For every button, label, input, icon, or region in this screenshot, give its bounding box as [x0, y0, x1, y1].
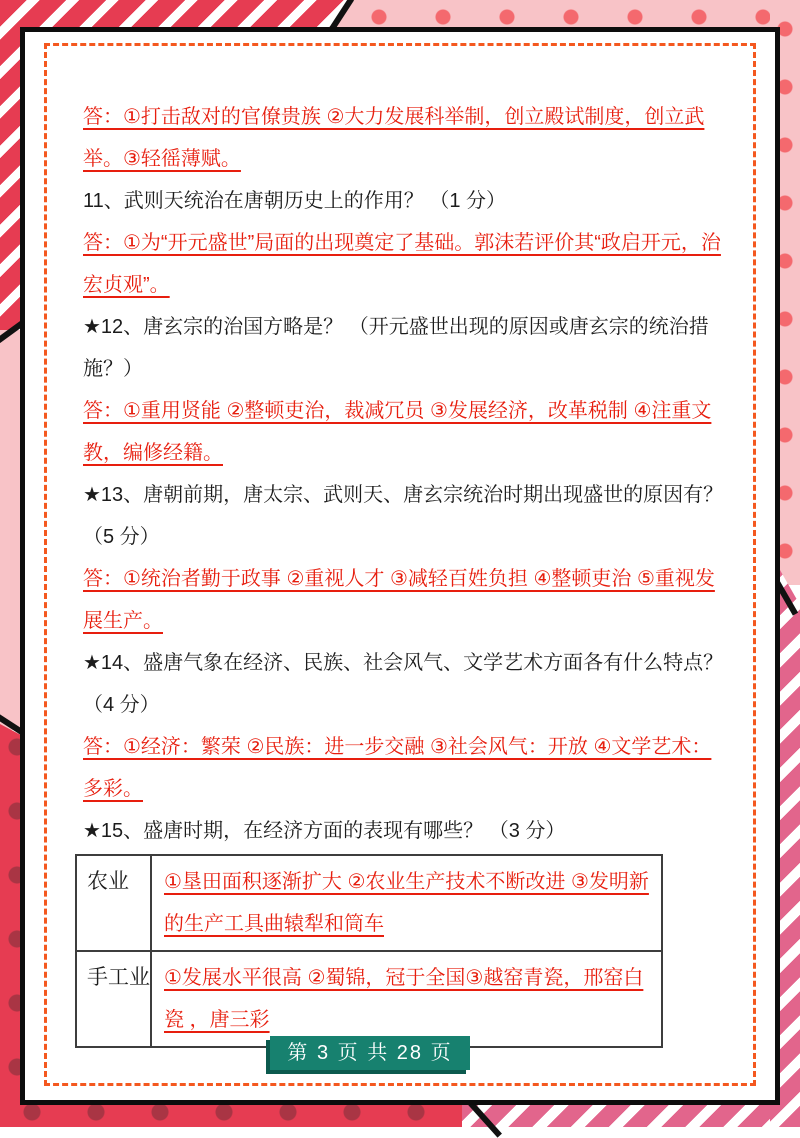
answer-q13: 答：①统治者勤于政事 ②重视人才 ③减轻百姓负担 ④整顿吏治 ⑤重视发展生产。 — [83, 568, 715, 632]
question-15: ★15、盛唐时期，在经济方面的表现有哪些？ （3 分） — [83, 820, 566, 842]
answer-q12: 答：①重用贤能 ②整顿吏治，裁减冗员 ③发展经济，改革税制 ④注重文教，编修经籍。 — [83, 400, 712, 464]
dashed-border-frame — [44, 43, 756, 1086]
answer-q10: 答：①打击敌对的官僚贵族 ②大力发展科举制，创立殿试制度，创立武举。③轻徭薄赋。 — [83, 106, 705, 170]
question-14: ★14、盛唐气象在经济、民族、社会风气、文学艺术方面各有什么特点？ （4 分） — [83, 652, 724, 716]
answer-q11: 答：①为“开元盛世”局面的出现奠定了基础。郭沫若评价其“政启开元，治宏贞观”。 — [83, 232, 721, 296]
table-row-handicraft — [76, 951, 662, 1047]
worksheet-card — [20, 27, 780, 1105]
row-label-agriculture: 农业 — [76, 855, 151, 951]
question-12: ★12、唐玄宗的治国方略是？ （开元盛世出现的原因或唐玄宗的统治措施？） — [83, 316, 709, 380]
answer-q14: 答：①经济：繁荣 ②民族：进一步交融 ③社会风气：开放 ④文学艺术：多彩。 — [83, 736, 712, 800]
document-content — [83, 96, 727, 1048]
table-row-agriculture — [76, 855, 662, 951]
row-content-handicraft: ①发展水平很高 ②蜀锦，冠于全国③越窑青瓷，邢窑白瓷 ，唐三彩 — [151, 951, 662, 1047]
question-13: ★13、唐朝前期，唐太宗、武则天、唐玄宗统治时期出现盛世的原因有？ （5 分） — [83, 484, 724, 548]
question-11: 11、武则天统治在唐朝历史上的作用？ （1 分） — [83, 190, 506, 212]
economy-table — [75, 854, 663, 1048]
row-label-handicraft: 手工业 — [76, 951, 151, 1047]
page-number-badge: 第 3 页 共 28 页 — [270, 1036, 470, 1070]
row-content-agriculture: ①垦田面积逐渐扩大 ②农业生产技术不断改进 ③发明新的生产工具曲辕犁和筒车 — [151, 855, 662, 951]
